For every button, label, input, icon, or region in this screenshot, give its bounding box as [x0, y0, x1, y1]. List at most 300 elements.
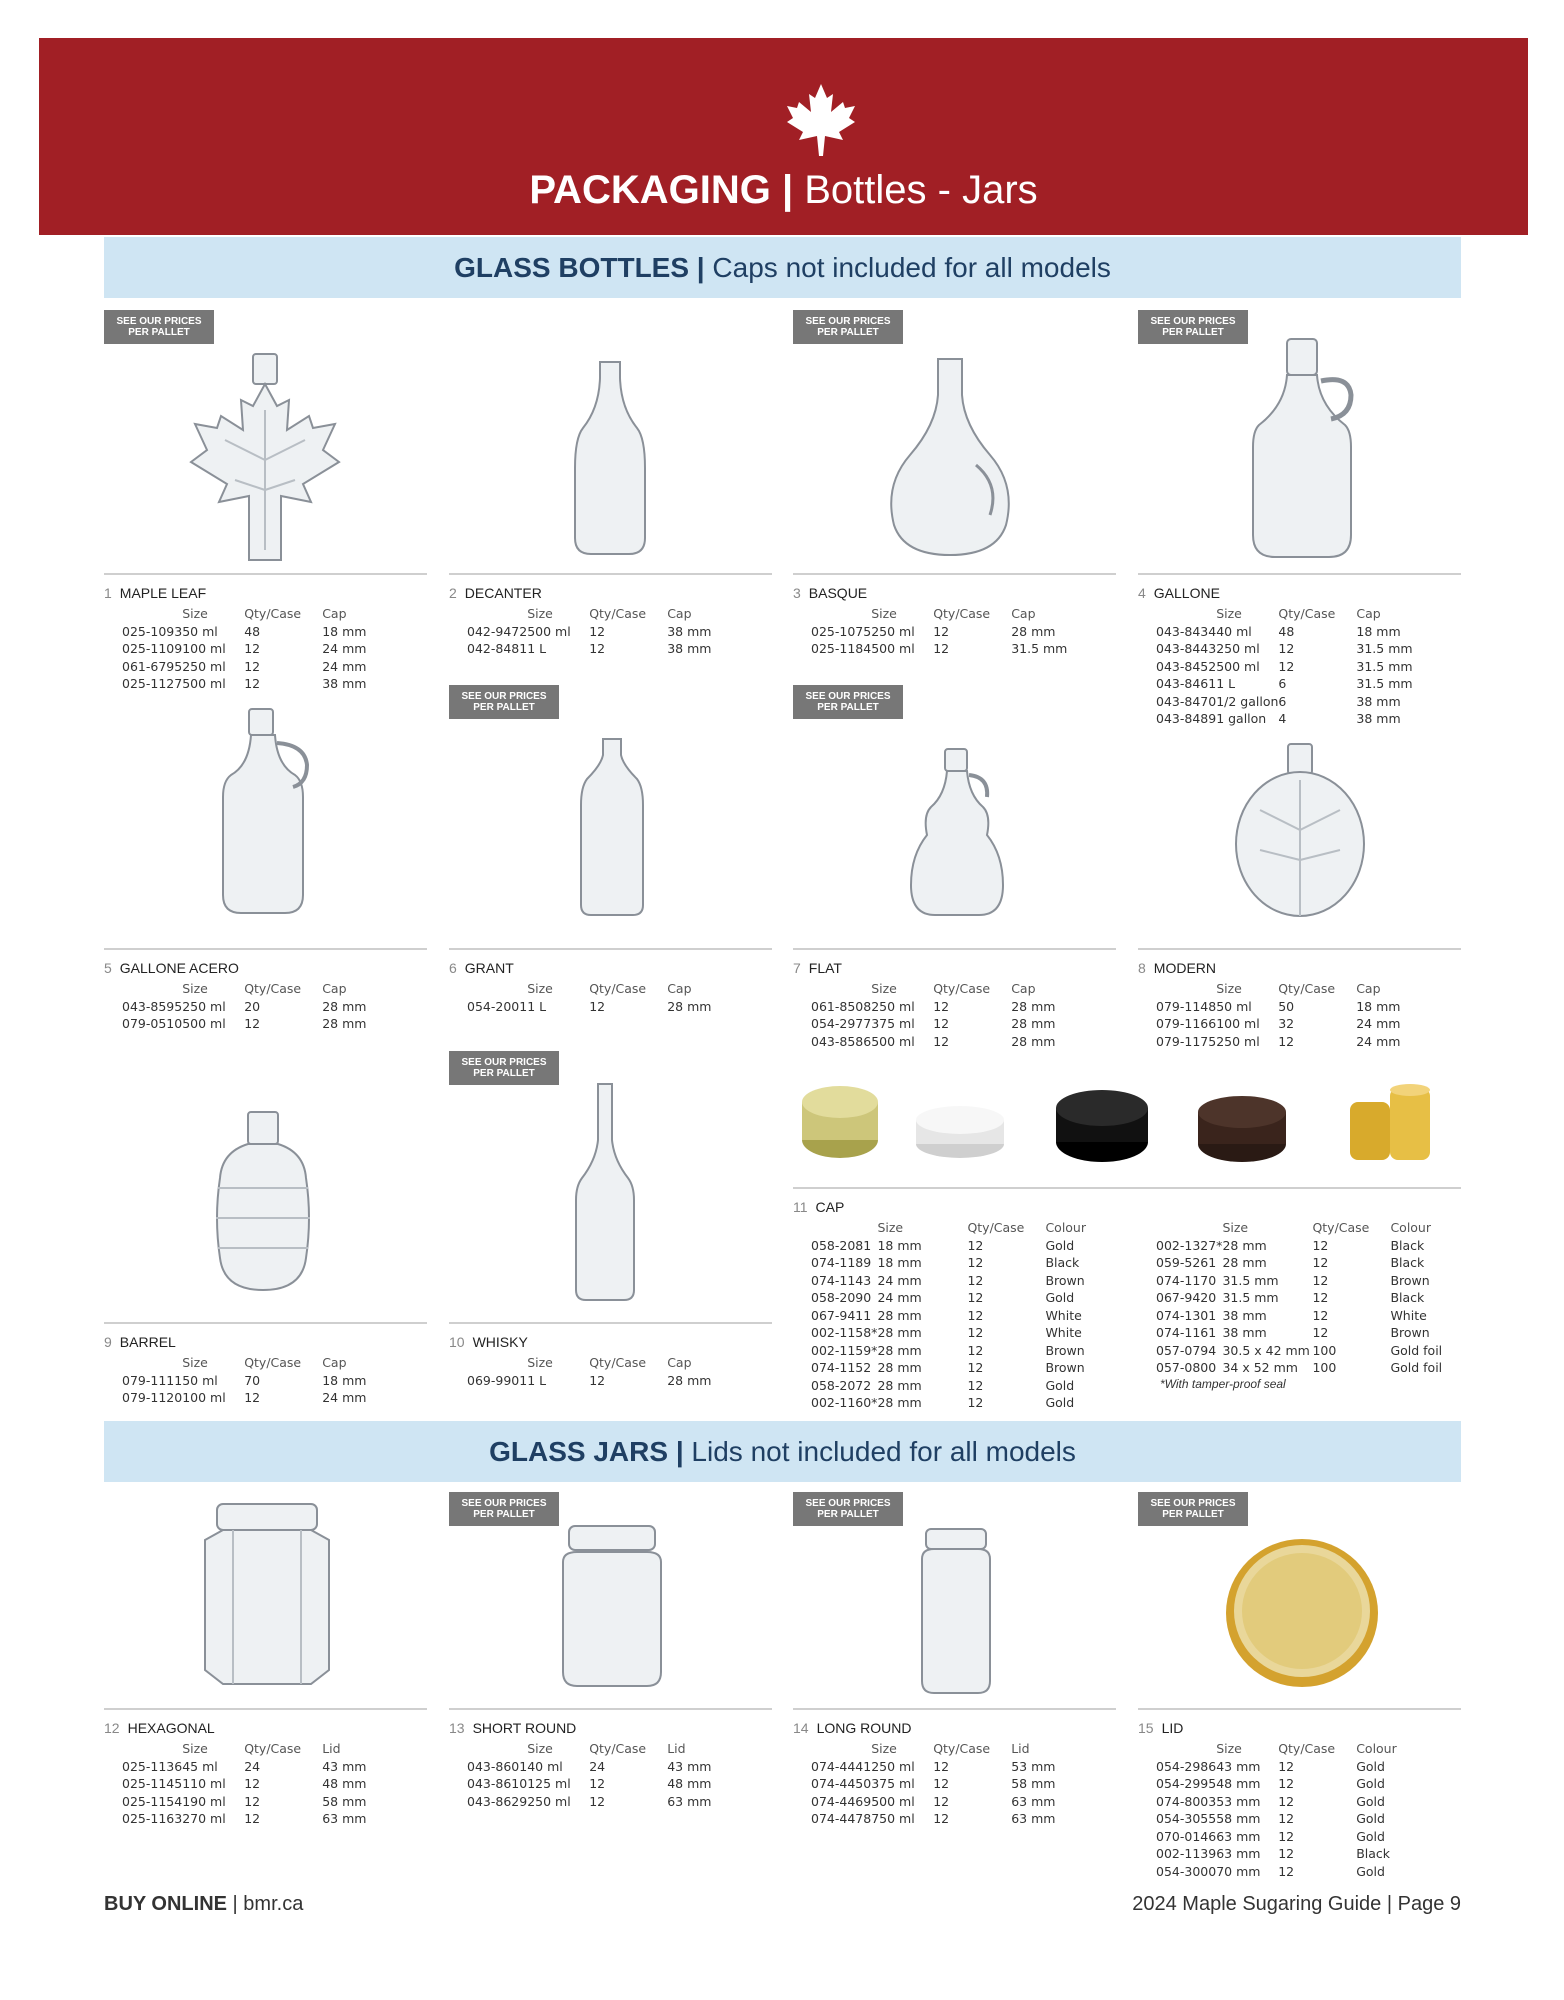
table-row — [793, 1015, 1055, 1033]
table-header-row — [449, 1740, 711, 1758]
sku-cell: 054-2995 — [1156, 1776, 1217, 1791]
table-row — [793, 1237, 1086, 1255]
size-cell: 250 ml — [1216, 1033, 1260, 1049]
qty-cell: 12 — [967, 1237, 984, 1253]
sku-cell: 067-9411 — [811, 1307, 872, 1323]
glass-jars-band: GLASS JARS | Lids not included for all models — [104, 1421, 1461, 1482]
table-row — [104, 640, 366, 658]
size-cell: 1/2 gallon — [1216, 693, 1279, 709]
sku-cell: 074-1301 — [1156, 1307, 1217, 1323]
colour-cell: Black — [1045, 1255, 1080, 1270]
table-row — [1138, 1342, 1442, 1360]
column-header — [104, 1354, 182, 1372]
size-cell: 40 ml — [1216, 623, 1252, 639]
column-header: Cap — [1011, 606, 1036, 621]
column-header: Size — [527, 1355, 553, 1370]
column-header: Colour — [1045, 1220, 1086, 1235]
qty-cell: 12 — [933, 1033, 950, 1049]
table-header-row — [104, 605, 366, 623]
size-cell: 190 ml — [182, 1793, 226, 1809]
sku-cell: 074-1189 — [811, 1255, 872, 1270]
size-cell: 31.5 mm — [1222, 1272, 1279, 1288]
size-cell: 500 ml — [1216, 658, 1260, 674]
cap-cell: 24 mm — [1356, 1033, 1401, 1049]
table-header-row — [1138, 980, 1400, 998]
product-name: 4 GALLONE — [1138, 585, 1220, 601]
gold-cap — [802, 1086, 878, 1158]
table-row — [1138, 1775, 1397, 1793]
colour-cell: Gold foil — [1390, 1360, 1443, 1375]
lid-cell: 48 mm — [667, 1776, 712, 1791]
sku-cell: 058-2081 — [811, 1237, 872, 1253]
column-header — [449, 1354, 527, 1372]
sku-cell: 002-1158* — [811, 1325, 878, 1340]
lid-cell: 53 mm — [1011, 1758, 1056, 1774]
sku-cell: 002-1159* — [811, 1342, 878, 1358]
sku-cell: 054-3000 — [1156, 1863, 1217, 1879]
size-cell: 38 mm — [1222, 1307, 1267, 1323]
column-header: Cap — [322, 981, 347, 996]
column-header: Colour — [1356, 1741, 1397, 1756]
column-header: Qty/Case — [1278, 606, 1336, 621]
qty-cell: 12 — [933, 1758, 950, 1774]
size-cell: 28 mm — [877, 1395, 922, 1410]
column-header: Size — [871, 1741, 897, 1756]
size-cell: 250 ml — [871, 1758, 915, 1774]
qty-cell: 100 — [1312, 1360, 1337, 1375]
cap-cell: 28 mm — [1011, 623, 1056, 639]
size-cell: 30.5 x 42 mm — [1222, 1342, 1310, 1358]
qty-cell: 12 — [1278, 1811, 1295, 1826]
spec-table — [793, 1740, 1055, 1828]
column-header — [793, 605, 871, 623]
size-cell: 63 mm — [1216, 1828, 1261, 1844]
qty-cell: 24 — [244, 1758, 261, 1774]
qty-cell: 12 — [967, 1377, 984, 1393]
column-header: Qty/Case — [933, 606, 991, 621]
cap-cell: 28 mm — [1011, 1033, 1056, 1049]
column-header: Size — [871, 981, 897, 996]
colour-cell: Gold — [1356, 1793, 1385, 1809]
qty-cell: 12 — [589, 1793, 606, 1809]
column-header: Qty/Case — [933, 981, 991, 996]
size-cell: 1 L — [527, 1372, 547, 1388]
table-row — [793, 1324, 1086, 1342]
table-row — [104, 1015, 366, 1033]
table-row — [793, 1307, 1086, 1325]
sku-cell: 079-1120 — [122, 1390, 183, 1405]
size-cell: 500 ml — [871, 1793, 915, 1809]
pallet-price-badge[interactable]: SEE OUR PRICES PER PALLET — [449, 1051, 559, 1085]
colour-cell: Gold — [1045, 1237, 1075, 1253]
qty-cell: 12 — [1278, 1793, 1295, 1809]
buy-online-footer[interactable]: BUY ONLINE | bmr.ca — [104, 1893, 304, 1915]
table-row — [1138, 1015, 1400, 1033]
column-header: Qty/Case — [589, 1741, 647, 1756]
column-header: Qty/Case — [933, 1741, 991, 1756]
size-cell: 43 mm — [1216, 1758, 1261, 1774]
sku-cell: 061-8508 — [811, 998, 872, 1014]
size-cell: 250 ml — [182, 658, 226, 674]
size-cell: 28 mm — [1222, 1255, 1267, 1270]
table-row — [449, 1758, 711, 1776]
qty-cell: 48 — [244, 623, 261, 639]
decanter-bottle-image — [565, 358, 655, 558]
column-header: Size — [877, 1220, 904, 1235]
size-cell: 1 L — [1216, 676, 1236, 691]
product-name: 13 SHORT ROUND — [449, 1720, 577, 1736]
flat-bottle-image — [905, 745, 1010, 920]
size-cell: 28 mm — [877, 1360, 922, 1375]
black-cap — [1056, 1090, 1148, 1162]
qty-cell: 12 — [1312, 1290, 1329, 1305]
whisky-bottle-image — [570, 1080, 640, 1305]
column-header: Cap — [667, 1355, 692, 1370]
column-header — [449, 980, 527, 998]
colour-cell: White — [1390, 1307, 1427, 1323]
qty-cell: 12 — [933, 1793, 950, 1809]
colour-cell: Gold — [1356, 1758, 1385, 1774]
gallone-acero-bottle-image — [215, 705, 315, 920]
column-header: Cap — [1356, 981, 1381, 996]
table-row — [104, 1389, 366, 1407]
table-header-row — [1138, 605, 1413, 623]
table-header-row — [449, 1354, 711, 1372]
table-row — [793, 1758, 1055, 1776]
page-title: PACKAGING | Bottles - Jars — [529, 168, 1038, 212]
product-name: 10 WHISKY — [449, 1334, 528, 1350]
pallet-price-badge[interactable]: SEE OUR PRICES PER PALLET — [1138, 310, 1248, 344]
product-name: 6 GRANT — [449, 960, 514, 976]
table-row — [1138, 1845, 1397, 1863]
table-row — [104, 623, 366, 641]
product-name: 7 FLAT — [793, 960, 842, 976]
size-cell: 31.5 mm — [1222, 1290, 1279, 1305]
column-header: Lid — [322, 1741, 341, 1756]
lid-cell: 58 mm — [322, 1793, 367, 1809]
size-cell: 110 ml — [182, 1776, 226, 1791]
qty-cell: 12 — [244, 1016, 261, 1031]
size-cell: 500 ml — [527, 623, 571, 639]
product-maple-leaf — [104, 573, 427, 693]
product-name: 11 CAP — [793, 1199, 845, 1215]
column-header — [1138, 1219, 1222, 1237]
table-row — [104, 675, 366, 693]
sku-cell: 025-1163 — [122, 1811, 183, 1826]
table-header-row — [104, 980, 366, 998]
pallet-price-badge[interactable]: SEE OUR PRICES PER PALLET — [793, 310, 903, 344]
table-row — [793, 1272, 1086, 1290]
qty-cell: 12 — [1312, 1325, 1329, 1340]
sku-cell: 057-0794 — [1156, 1342, 1217, 1358]
sku-cell: 054-2977 — [811, 1016, 872, 1031]
size-cell: 500 ml — [182, 1016, 226, 1031]
table-row — [1138, 640, 1413, 658]
table-row — [449, 623, 711, 641]
sku-cell: 057-0800 — [1156, 1360, 1217, 1375]
sku-cell: 043-8443 — [1156, 641, 1217, 656]
sku-cell: 043-8601 — [467, 1758, 528, 1774]
qty-cell: 24 — [589, 1758, 606, 1774]
column-header: Size — [1216, 981, 1242, 996]
spec-table — [449, 980, 711, 1015]
pallet-price-badge[interactable]: SEE OUR PRICES PER PALLET — [1138, 1492, 1248, 1526]
column-header — [449, 1740, 527, 1758]
table-header-row — [793, 980, 1055, 998]
table-header-row — [793, 1219, 1086, 1237]
size-cell: 100 ml — [1216, 1016, 1260, 1031]
sku-cell: 059-5261 — [1156, 1255, 1217, 1270]
qty-cell: 6 — [1278, 693, 1287, 709]
column-header: Qty/Case — [244, 981, 302, 996]
size-cell: 18 mm — [877, 1237, 922, 1253]
hexagonal-jar-image — [193, 1500, 341, 1690]
table-row — [1138, 623, 1413, 641]
colour-cell: Brown — [1045, 1342, 1085, 1358]
table-row — [793, 1289, 1086, 1307]
sku-cell: 070-0146 — [1156, 1828, 1217, 1844]
table-row — [449, 1793, 711, 1811]
product-name: 14 LONG ROUND — [793, 1720, 912, 1736]
pallet-price-badge[interactable]: SEE OUR PRICES PER PALLET — [449, 1492, 559, 1526]
size-cell: 250 ml — [527, 1793, 571, 1809]
table-row — [793, 623, 1067, 641]
qty-cell: 12 — [1312, 1255, 1329, 1270]
gallone-bottle-image — [1245, 335, 1365, 565]
qty-cell: 12 — [967, 1272, 984, 1288]
cap-cell: 38 mm — [1356, 693, 1401, 709]
column-header: Size — [1222, 1220, 1249, 1235]
qty-cell: 12 — [1278, 1846, 1295, 1861]
table-row — [1138, 1828, 1397, 1846]
table-header-row — [1138, 1740, 1397, 1758]
column-header: Qty/Case — [1312, 1220, 1370, 1235]
sku-cell: 042-8481 — [467, 641, 528, 656]
caps-image — [800, 1080, 1440, 1170]
table-row — [793, 1810, 1055, 1828]
spec-table — [104, 1354, 366, 1407]
spec-table — [793, 1219, 1086, 1412]
guide-page-footer: 2024 Maple Sugaring Guide | Page 9 — [1132, 1893, 1461, 1915]
qty-cell: 12 — [244, 641, 261, 656]
table-row — [793, 1359, 1086, 1377]
sku-cell: 054-2986 — [1156, 1758, 1217, 1774]
glass-bottles-band: GLASS BOTTLES | Caps not included for all models — [104, 237, 1461, 298]
sku-cell: 043-8629 — [467, 1793, 528, 1809]
basque-bottle-image — [880, 355, 1020, 560]
table-row — [1138, 1289, 1442, 1307]
size-cell: 24 mm — [877, 1290, 922, 1305]
table-row — [1138, 1033, 1400, 1051]
product-gallone-acero — [104, 948, 427, 1033]
qty-cell: 12 — [1312, 1307, 1329, 1323]
sku-cell: 025-1109 — [122, 641, 183, 656]
table-header-row — [793, 605, 1067, 623]
sku-cell: 043-8610 — [467, 1776, 528, 1791]
sku-cell: 079-1175 — [1156, 1033, 1217, 1049]
brown-cap — [1198, 1096, 1286, 1162]
product-long-round — [793, 1708, 1116, 1828]
qty-cell: 12 — [967, 1290, 984, 1305]
colour-cell: Gold — [1045, 1377, 1075, 1393]
column-header: Cap — [1011, 981, 1036, 996]
column-header: Size — [182, 1741, 208, 1756]
table-row — [104, 1775, 366, 1793]
cap-cell: 31.5 mm — [1356, 658, 1413, 674]
table-row — [449, 1775, 711, 1793]
size-cell: 125 ml — [527, 1776, 571, 1791]
cap-cell: 28 mm — [322, 998, 367, 1014]
sku-cell: 025-1093 — [122, 623, 183, 639]
column-header: Qty/Case — [1278, 1741, 1336, 1756]
table-header-row — [793, 1740, 1055, 1758]
qty-cell: 12 — [589, 623, 606, 639]
sku-cell: 074-1152 — [811, 1360, 872, 1375]
column-header: Lid — [667, 1741, 686, 1756]
spec-table — [1138, 1219, 1442, 1377]
cap-cell: 31.5 mm — [1356, 676, 1413, 691]
cap-cell: 24 mm — [322, 641, 367, 656]
sku-cell: 079-1148 — [1156, 998, 1217, 1014]
qty-cell: 6 — [1278, 676, 1287, 691]
sku-cell: 067-9420 — [1156, 1290, 1217, 1305]
colour-cell: Brown — [1390, 1272, 1430, 1288]
sku-cell: 042-9472 — [467, 623, 528, 639]
gold-lid-image — [1222, 1535, 1382, 1690]
column-header — [104, 980, 182, 998]
column-header: Qty/Case — [244, 606, 302, 621]
qty-cell: 12 — [967, 1342, 984, 1358]
pallet-price-badge[interactable]: SEE OUR PRICES PER PALLET — [104, 310, 214, 344]
table-row — [1138, 1359, 1442, 1377]
sku-cell: 074-1143 — [811, 1272, 872, 1288]
product-whisky — [449, 1322, 772, 1389]
colour-cell: Black — [1390, 1290, 1425, 1305]
column-header: Qty/Case — [967, 1220, 1025, 1235]
size-cell: 100 ml — [182, 1390, 226, 1405]
grant-bottle-image — [575, 735, 650, 920]
qty-cell: 4 — [1278, 711, 1287, 726]
sku-cell: 061-6795 — [122, 658, 183, 674]
qty-cell: 12 — [244, 1776, 261, 1791]
cap-cell: 18 mm — [1356, 998, 1401, 1014]
product-name: 2 DECANTER — [449, 585, 542, 601]
cap-cell: 38 mm — [667, 623, 712, 639]
sku-cell: 074-4441 — [811, 1758, 872, 1774]
spec-table — [449, 1354, 711, 1389]
sku-cell: 074-1161 — [1156, 1325, 1217, 1340]
sku-cell: 043-8452 — [1156, 658, 1217, 674]
cap-cell: 28 mm — [1011, 1016, 1056, 1031]
cap-cell: 28 mm — [322, 1016, 367, 1031]
sku-cell: 054-3055 — [1156, 1811, 1217, 1826]
table-row — [793, 640, 1067, 658]
qty-cell: 12 — [244, 1390, 261, 1405]
size-cell: 250 ml — [871, 623, 915, 639]
sku-cell: 025-1075 — [811, 623, 872, 639]
qty-cell: 12 — [1278, 1776, 1295, 1791]
cap-cell: 18 mm — [1356, 623, 1401, 639]
sku-cell: 043-8595 — [122, 998, 183, 1014]
qty-cell: 48 — [1278, 623, 1295, 639]
spec-table — [1138, 605, 1413, 728]
size-cell: 28 mm — [1222, 1237, 1267, 1253]
short-round-jar-image — [555, 1522, 669, 1690]
column-header — [793, 1740, 871, 1758]
sku-cell: 079-1111 — [122, 1372, 183, 1388]
product-short-round — [449, 1708, 772, 1810]
colour-cell: Black — [1356, 1846, 1391, 1861]
qty-cell: 12 — [1312, 1237, 1329, 1253]
qty-cell: 12 — [967, 1360, 984, 1375]
table-row — [793, 1394, 1086, 1412]
colour-cell: Gold — [1356, 1863, 1385, 1879]
table-row — [1138, 658, 1413, 676]
pallet-price-badge[interactable]: SEE OUR PRICES PER PALLET — [793, 685, 903, 719]
column-header — [1138, 1740, 1216, 1758]
sku-cell: 043-8434 — [1156, 623, 1217, 639]
qty-cell: 12 — [589, 641, 606, 656]
size-cell: 28 mm — [877, 1307, 922, 1323]
product-name: 15 LID — [1138, 1720, 1184, 1736]
size-cell: 28 mm — [877, 1325, 922, 1340]
table-row — [1138, 1758, 1397, 1776]
spec-table — [793, 605, 1067, 658]
product-gallone — [1138, 573, 1461, 728]
size-cell: 58 mm — [1216, 1811, 1261, 1826]
table-row — [449, 1372, 711, 1390]
column-header — [449, 605, 527, 623]
spec-table — [104, 1740, 366, 1828]
colour-cell: Gold foil — [1390, 1342, 1443, 1358]
pallet-price-badge[interactable]: SEE OUR PRICES PER PALLET — [449, 685, 559, 719]
pallet-price-badge[interactable]: SEE OUR PRICES PER PALLET — [793, 1492, 903, 1526]
column-header: Cap — [322, 606, 347, 621]
table-row — [1138, 1810, 1397, 1828]
column-header: Qty/Case — [244, 1355, 302, 1370]
product-name: 9 BARREL — [104, 1334, 176, 1350]
sku-cell: 074-4469 — [811, 1793, 872, 1809]
qty-cell: 12 — [933, 641, 950, 656]
sku-cell: 025-1136 — [122, 1758, 183, 1774]
cap-cell: 24 mm — [1356, 1016, 1401, 1031]
qty-cell: 12 — [933, 998, 950, 1014]
table-header-row — [449, 605, 711, 623]
column-header: Lid — [1011, 1741, 1030, 1756]
lid-cell: 63 mm — [1011, 1811, 1056, 1826]
lid-cell: 63 mm — [1011, 1793, 1056, 1809]
product-name: 1 MAPLE LEAF — [104, 585, 207, 601]
cap-cell: 38 mm — [1356, 711, 1401, 726]
table-header-row — [104, 1740, 366, 1758]
table-header-row — [449, 980, 711, 998]
qty-cell: 12 — [1278, 1863, 1295, 1879]
table-row — [793, 1342, 1086, 1360]
column-header: Size — [182, 981, 208, 996]
size-cell: 250 ml — [871, 998, 915, 1014]
column-header: Size — [1216, 1741, 1242, 1756]
table-row — [104, 1758, 366, 1776]
sku-cell: 002-1139 — [1156, 1846, 1217, 1861]
size-cell: 34 x 52 mm — [1222, 1360, 1298, 1375]
qty-cell: 12 — [244, 658, 261, 674]
modern-bottle-image — [1230, 740, 1370, 920]
colour-cell: Gold — [1045, 1290, 1075, 1305]
qty-cell: 70 — [244, 1372, 261, 1388]
size-cell: 63 mm — [1216, 1846, 1261, 1861]
tamper-proof-note: *With tamper-proof seal — [1160, 1376, 1286, 1391]
cap-cell: 24 mm — [322, 1390, 367, 1405]
